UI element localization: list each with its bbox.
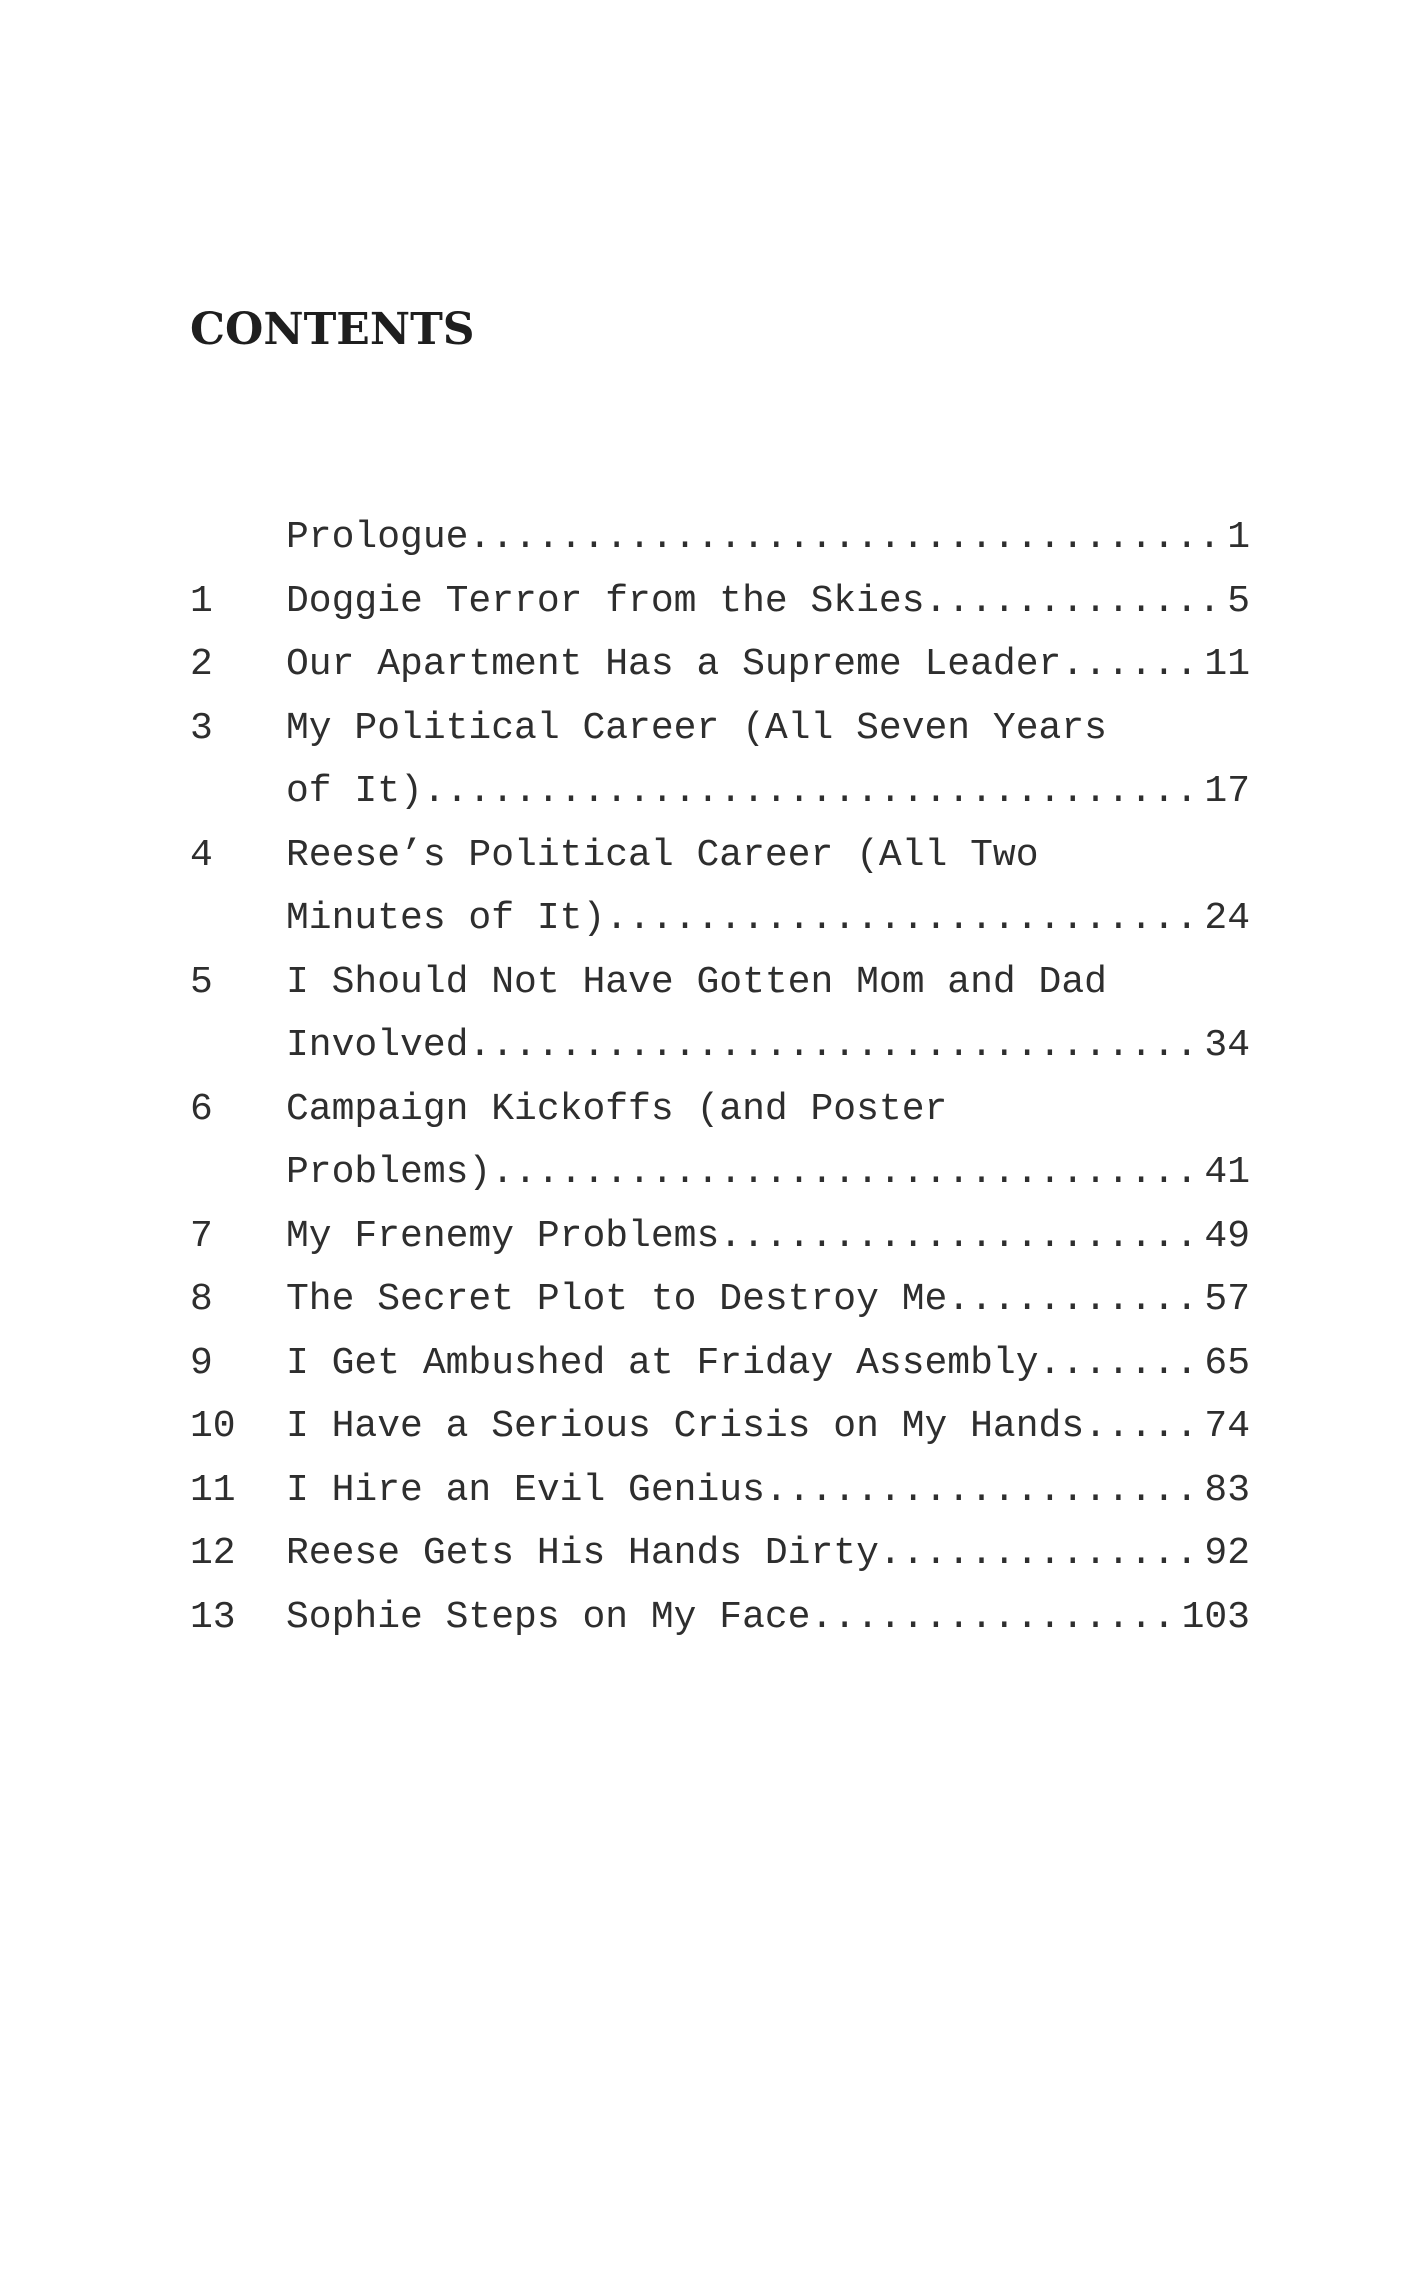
chapter-number: 2 bbox=[190, 643, 213, 686]
chapter-title-line: Reese’s Political Career (All Two bbox=[286, 833, 1039, 877]
chapter-leader-row bbox=[286, 760, 1250, 824]
chapter-leader-row bbox=[286, 1014, 1250, 1078]
chapter-number: 5 bbox=[190, 960, 213, 1004]
chapter-leader-row bbox=[286, 1141, 1250, 1205]
toc-entry bbox=[190, 1586, 1250, 1650]
chapter-leader-row bbox=[286, 887, 1250, 951]
toc-entry bbox=[190, 1268, 1250, 1332]
toc-line bbox=[190, 1522, 1250, 1586]
toc-entry bbox=[190, 1522, 1250, 1586]
chapter-title: Reese Gets His Hands Dirty bbox=[286, 1532, 879, 1575]
toc-line bbox=[190, 1395, 1250, 1459]
page-number: 41 bbox=[1204, 1151, 1250, 1194]
page-number: 49 bbox=[1204, 1214, 1250, 1258]
chapter-title: I Have a Serious Crisis on My Hands bbox=[286, 1405, 1085, 1448]
dot-leader bbox=[811, 1586, 1182, 1650]
chapter-number: 7 bbox=[190, 1214, 213, 1258]
chapter-number: 8 bbox=[190, 1278, 213, 1321]
chapter-title: I Hire an Evil Genius bbox=[286, 1468, 765, 1512]
toc-line bbox=[190, 1014, 1250, 1078]
page-number: 17 bbox=[1204, 770, 1250, 813]
toc-line bbox=[190, 1205, 1250, 1269]
page-number: 24 bbox=[1204, 897, 1250, 940]
dot-leader bbox=[765, 1459, 1205, 1523]
toc-line bbox=[190, 1141, 1250, 1205]
chapter-number: 4 bbox=[190, 833, 213, 877]
dot-leader bbox=[879, 1522, 1204, 1586]
chapter-leader-row bbox=[286, 1586, 1250, 1650]
page-number: 74 bbox=[1204, 1405, 1250, 1448]
chapter-title: Sophie Steps on My Face bbox=[286, 1595, 811, 1639]
toc-line bbox=[190, 633, 1250, 697]
dot-leader bbox=[1039, 1332, 1205, 1396]
dot-leader bbox=[491, 1141, 1204, 1205]
dot-leader bbox=[947, 1268, 1204, 1332]
page-number: 65 bbox=[1204, 1341, 1250, 1385]
dot-leader bbox=[468, 1014, 1204, 1078]
chapter-title-line: My Political Career (All Seven Years bbox=[286, 706, 1107, 750]
dot-leader bbox=[423, 760, 1205, 824]
chapter-leader-row bbox=[286, 570, 1250, 634]
chapter-number: 6 bbox=[190, 1087, 213, 1131]
toc-entry bbox=[190, 570, 1250, 634]
chapter-title-line: I Should Not Have Gotten Mom and Dad bbox=[286, 960, 1107, 1004]
toc-line bbox=[190, 951, 1250, 1015]
chapter-leader-row bbox=[286, 1459, 1250, 1523]
toc-entry bbox=[190, 1205, 1250, 1269]
table-of-contents bbox=[190, 506, 1250, 1649]
toc-entry bbox=[190, 1332, 1250, 1396]
chapter-title: My Frenemy Problems bbox=[286, 1214, 720, 1258]
toc-line bbox=[190, 1078, 1250, 1142]
chapter-number: 13 bbox=[190, 1595, 236, 1639]
page-number: 103 bbox=[1181, 1595, 1250, 1639]
toc-entry bbox=[190, 951, 1250, 1078]
chapter-leader-row bbox=[286, 1268, 1250, 1332]
chapter-title-line: Campaign Kickoffs (and Poster bbox=[286, 1087, 948, 1131]
toc-line bbox=[190, 887, 1250, 951]
toc-line bbox=[190, 506, 1250, 570]
dot-leader bbox=[1084, 1395, 1204, 1459]
chapter-number: 1 bbox=[190, 579, 213, 623]
chapter-title: Doggie Terror from the Skies bbox=[286, 579, 925, 623]
toc-line bbox=[190, 570, 1250, 634]
chapter-title: Problems) bbox=[286, 1151, 492, 1194]
toc-line bbox=[190, 1459, 1250, 1523]
chapter-number: 10 bbox=[190, 1405, 236, 1448]
page-number: 11 bbox=[1204, 643, 1250, 686]
chapter-leader-row bbox=[286, 1332, 1250, 1396]
toc-entry bbox=[190, 824, 1250, 951]
contents-heading: CONTENTS bbox=[190, 304, 475, 355]
toc-line bbox=[190, 1586, 1250, 1650]
dot-leader bbox=[1061, 633, 1204, 697]
dot-leader bbox=[719, 1205, 1204, 1269]
toc-entry bbox=[190, 633, 1250, 697]
chapter-number: 9 bbox=[190, 1341, 213, 1385]
toc-line bbox=[190, 1268, 1250, 1332]
dot-leader bbox=[468, 506, 1227, 570]
toc-entry bbox=[190, 697, 1250, 824]
chapter-leader-row bbox=[286, 633, 1250, 697]
chapter-title: Our Apartment Has a Supreme Leader bbox=[286, 643, 1062, 686]
chapter-leader-row bbox=[286, 1522, 1250, 1586]
chapter-number: 3 bbox=[190, 706, 213, 750]
dot-leader bbox=[605, 887, 1204, 951]
page-number: 83 bbox=[1204, 1468, 1250, 1512]
chapter-title: Involved bbox=[286, 1024, 469, 1067]
toc-entry bbox=[190, 506, 1250, 570]
toc-entry bbox=[190, 1395, 1250, 1459]
page-number: 57 bbox=[1204, 1278, 1250, 1321]
chapter-title: of It) bbox=[286, 770, 423, 813]
toc-entry bbox=[190, 1078, 1250, 1205]
chapter-number: 12 bbox=[190, 1532, 236, 1575]
chapter-leader-row bbox=[286, 1205, 1250, 1269]
chapter-title: Prologue bbox=[286, 516, 469, 559]
chapter-title: I Get Ambushed at Friday Assembly bbox=[286, 1341, 1039, 1385]
toc-entry bbox=[190, 1459, 1250, 1523]
page-number: 5 bbox=[1227, 579, 1250, 623]
page-number: 34 bbox=[1204, 1024, 1250, 1067]
page-number: 1 bbox=[1227, 516, 1250, 559]
toc-line bbox=[190, 697, 1250, 761]
dot-leader bbox=[925, 570, 1228, 634]
chapter-leader-row bbox=[286, 1395, 1250, 1459]
chapter-number: 11 bbox=[190, 1468, 236, 1512]
toc-line bbox=[190, 824, 1250, 888]
toc-line bbox=[190, 760, 1250, 824]
chapter-title: The Secret Plot to Destroy Me bbox=[286, 1278, 948, 1321]
chapter-title: Minutes of It) bbox=[286, 897, 606, 940]
page-number: 92 bbox=[1204, 1532, 1250, 1575]
toc-line bbox=[190, 1332, 1250, 1396]
chapter-leader-row bbox=[286, 506, 1250, 570]
